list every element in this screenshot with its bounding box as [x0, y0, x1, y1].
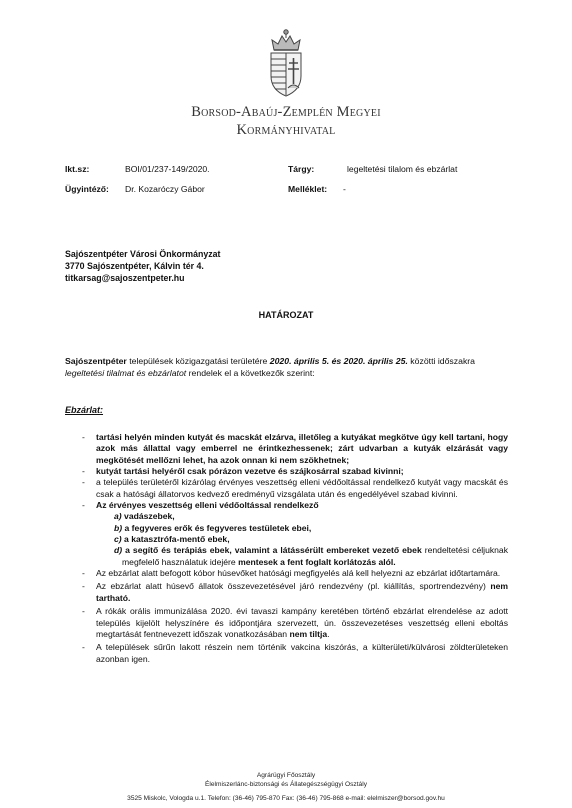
ugyintezo-label: Ügyintéző: — [65, 184, 109, 194]
melleklet-label: Melléklet: — [288, 184, 328, 194]
list-item: - tartási helyén minden kutyát és macskát elzárva, illetőleg a kutyákat megkötve úgy kell tartani, hogy azok más állattal vagy emberrel ne érintkezhessenek; zárt udvarban a kutyák elzárását vagy megkötését mellőzni lehet, ha azok onnan ki nem szökhetnek; — [82, 432, 508, 465]
intro-dates: 2020. április 5. és 2020. április 25. — [269, 356, 408, 366]
ugyintezo-value: Dr. Kozaróczy Gábor — [125, 184, 205, 194]
recipient-street: 3770 Sajószentpéter, Kálvin tér 4. — [65, 260, 204, 271]
list-item: - kutyát tartási helyéről csak pórázon vezetve és szájkosárral szabad kivinni; — [82, 466, 404, 477]
targy-label: Tárgy: — [288, 164, 315, 174]
coat-of-arms-icon — [264, 28, 308, 98]
intro-text-2: közötti időszakra — [407, 356, 476, 366]
intro-measure: legeltetési tilalmat és ebzárlatot — [65, 368, 187, 379]
office-name-line2: Kormányhivatal — [236, 122, 336, 138]
measures-list — [65, 432, 508, 665]
footer-unit: Élelmiszerlánc-biztonsági és Állategészségügyi Osztály — [205, 781, 367, 788]
document-title: HATÁROZAT — [258, 310, 314, 320]
sub-item: b) a fegyveres erők és fegyveres testületek ebei, — [114, 522, 312, 533]
melleklet-value: - — [343, 184, 346, 194]
list-item: - Az érvényes veszettség elleni védőoltással rendelkező — [82, 500, 319, 511]
intro-paragraph — [65, 355, 505, 379]
list-item: - Az ebzárlat alatt húsevő állatok összevezetésével járó rendezvény (pl. kiállítás, sportrendezvény) nem tartható. — [82, 581, 508, 603]
footer-department: Agrárügyi Főosztály — [256, 772, 316, 779]
intro-text-1: települések közigazgatási területére — [126, 356, 270, 366]
intro-text-3: rendelek el a következők szerint: — [186, 368, 315, 379]
ikt-value: BOI/01/237-149/2020. — [125, 164, 210, 174]
list-item: - A rókák orális immunizálása 2020. évi tavaszi kampány keretében történő ebzárlat elrendelése az adott település kijelölt helyszínére és időpontjára szervezett, ún. összevezetéses veszettség elleni eboltás megtartását fentnevezett időszak vonatkozásában nem tiltja. — [82, 606, 508, 639]
recipient-address — [65, 249, 220, 284]
sub-item: c) a katasztrófa-mentő ebek, — [114, 534, 230, 545]
footer-contact: 3525 Miskolc, Vologda u.1. Telefon: (36-46) 795-870 Fax: (36-46) 795-868 e-mail: elelmiszer@borsod.gov.hu — [127, 795, 445, 802]
recipient-email: titkarsag@sajoszentpeter.hu — [65, 272, 185, 283]
section-heading: Ebzárlat: — [65, 405, 104, 415]
intro-town: Sajószentpéter — [65, 356, 127, 366]
list-item: - A települések sűrűn lakott részein nem történik vakcina kiszórás, a külterületi/külvárosi zöldterületeken azonban igen. — [82, 642, 508, 664]
list-item: - Az ebzárlat alatt befogott kóbor húsevőket hatósági megfigyelés alá kell helyezni az ebzárlat időtartamára. — [82, 568, 501, 579]
ikt-label: Ikt.sz: — [65, 164, 90, 174]
sub-item: a) vadászebek, — [114, 511, 175, 522]
sub-item: d) a segítő és terápiás ebek, valamint a látássérült embereket vezető ebek rendeltetési céljuknak megfelelő használatuk idejére mentesek a fent foglalt korlátozás alól. — [114, 545, 509, 567]
list-item: - a település területéről kizárólag érvényes veszettség elleni védőoltással rendelkező kutyát vagy macskát és csak a hatósági állatorvos kedvező eredményű vizsgálata után és engedélyével szabad kivinni. — [82, 477, 508, 499]
recipient-name: Sajószentpéter Városi Önkormányzat — [65, 249, 221, 259]
office-name-line1: Borsod-Abaúj-Zemplén Megyei — [191, 104, 381, 120]
targy-value: legeltetési tilalom és ebzárlat — [347, 164, 458, 174]
